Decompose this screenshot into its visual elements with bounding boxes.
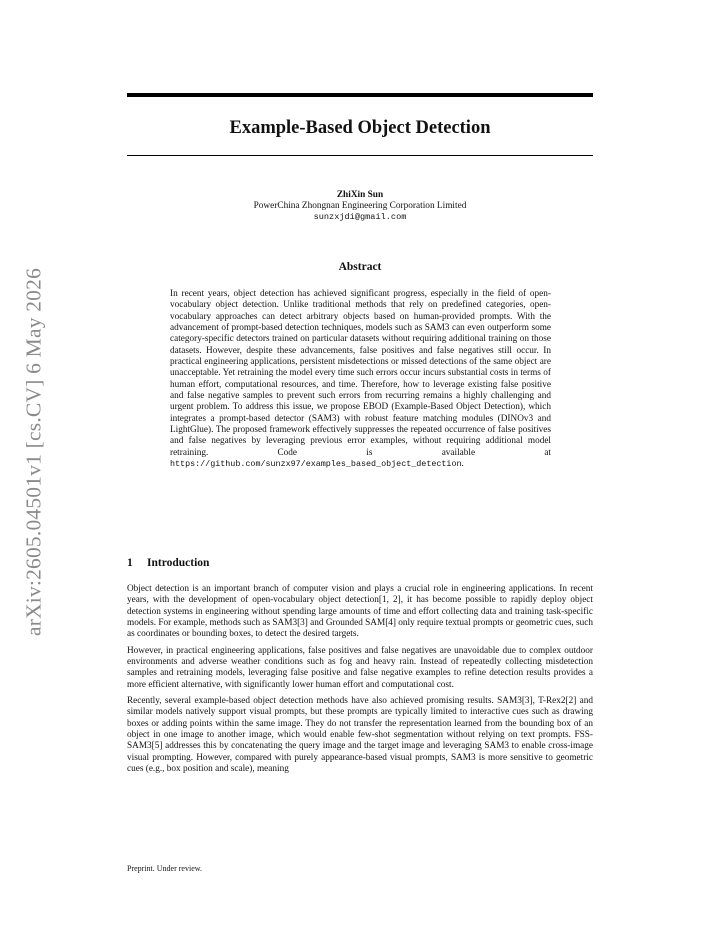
intro-paragraph-2: However, in practical engineering applications, false positives and false negatives are unavoidable due to complex outdoor environments and adverse weather conditions such as fog and heavy rain. Instead of repeatedly collecting misdetection samples and retraining models, leveraging false positive and false negative examples to refine detection results provides a more efficient alternative, with significantly lower human effort and computational cost. xyxy=(127,645,593,690)
arxiv-identifier: arXiv:2605.04501v1 [cs.CV] 6 May 2026 xyxy=(21,267,46,637)
author-name: ZhiXin Sun xyxy=(336,190,384,200)
author-affiliation: PowerChina Zhongnan Engineering Corporation Limited xyxy=(253,201,467,212)
title-top-rule xyxy=(127,93,593,97)
code-url-link[interactable]: https://github.com/sunzx97/examples_based_object_detection xyxy=(170,459,462,470)
preprint-footer: Preprint. Under review. xyxy=(127,864,203,873)
intro-paragraph-3: Recently, several example-based object detection methods have also achieved promising results. SAM3[3], T-Rex2[2] and similar models natively support visual prompts, but these prompts are typically limited to interactive cues such as drawing boxes or adding points within the same image. They do not transfer the representation learned from the bounding box of an object in one image to another image, which would enable few-shot segmentation without relying on text prompts. FSS-SAM3[5] addresses this by concatenating the query image and the target image and leveraging SAM3 to enable cross-image visual prompting. However, compared with purely appearance-based visual prompts, SAM3 is more sensitive to geometric cues (e.g., box position and scale), meaning xyxy=(127,696,593,775)
introduction-body xyxy=(127,584,593,781)
section-title: Introduction xyxy=(147,557,210,569)
abstract-text: In recent years, object detection has achieved significant progress, especially in the field of open-vocabulary object detection. Unlike traditional methods that rely on predefined categories, open-vocabulary approaches can detect arbitrary objects based on human-provided prompts. With the advancement of prompt-based detection techniques, models such as SAM3 can even outperform some category-specific detectors trained on particular datasets without requiring additional training on those datasets. However, despite these advancements, false positives and false negatives still occur. In practical engineering applications, persistent misdetections or missed detections of the same object are unacceptable. Yet retraining the model every time such errors occur incurs substantial costs in terms of human effort, computational resources, and time. Therefore, how to leverage existing false positive and false negative samples to prevent such errors from recurring remains a highly challenging and urgent problem. To address this issue, we propose EBOD (Example-Based Object Detection), which integrates a prompt-based detector (SAM3) with robust feature matching modules (DINOv3 and LightGlue). The proposed framework effectively suppresses the repeated occurrence of false positives and false negatives by leveraging previous error examples, without requiring additional model retraining. Code is available at xyxy=(170,289,551,458)
author-email[interactable]: sunzxjdi@gmail.com xyxy=(313,212,407,223)
abstract-heading: Abstract xyxy=(338,261,382,273)
author-block xyxy=(127,190,593,224)
paper-title: Example-Based Object Detection xyxy=(229,118,491,138)
intro-paragraph-1: Object detection is an important branch of computer vision and plays a crucial role in engineering applications. In recent years, with the development of open-vocabulary object detection[1, 2], it has become possible to rapidly deploy object detection systems in engineering without spending large amounts of time and effort collecting data and training task-specific models. For example, methods such as SAM3[3] and Grounded SAM[4] only require textual prompts or geometric cues, such as coordinates or bounding boxes, to detect the desired targets. xyxy=(127,584,594,640)
abstract-end-period: . xyxy=(461,459,464,470)
section-number: 1 xyxy=(127,557,133,569)
arxiv-side-stamp xyxy=(18,262,50,642)
title-bottom-rule xyxy=(127,155,593,156)
abstract-body xyxy=(170,289,551,471)
section-heading xyxy=(127,557,593,569)
